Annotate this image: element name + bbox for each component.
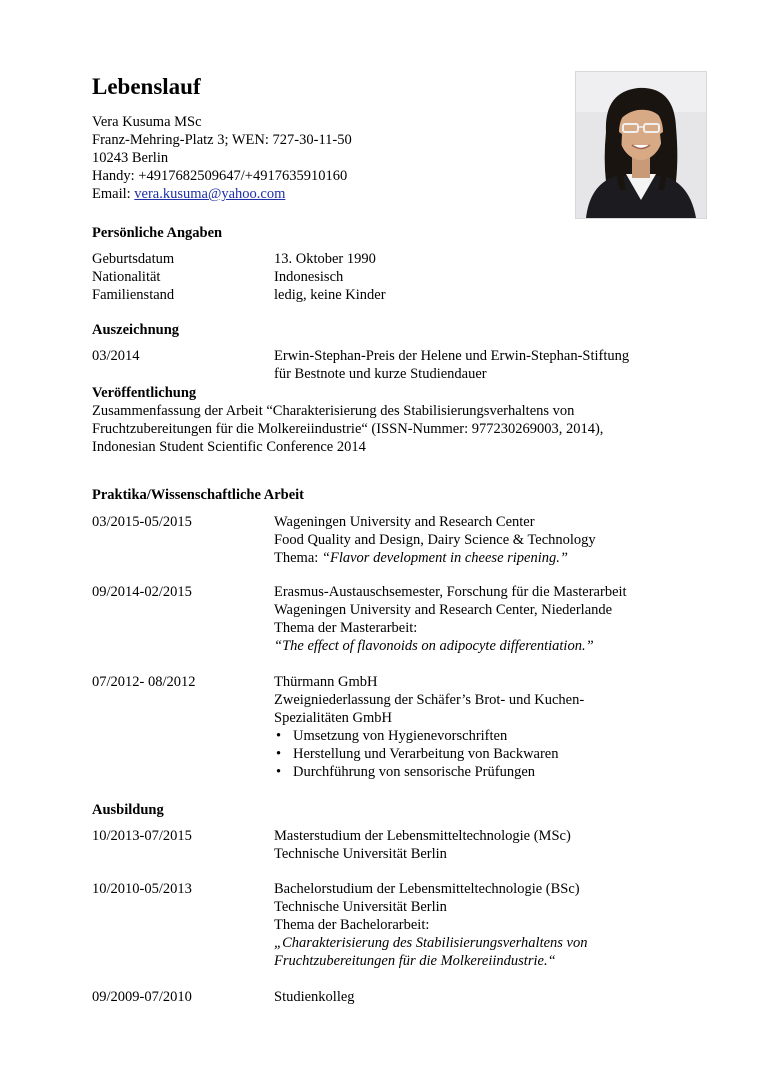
email-label: Email: <box>92 186 135 202</box>
education-2-line-1: Bachelorstudium der Lebensmitteltechnologie (BSc) <box>274 881 580 897</box>
email-line <box>92 185 352 203</box>
birthdate-value: 13. Oktober 1990 <box>274 251 376 267</box>
publication-text <box>92 402 603 456</box>
practice-2-line-2: Wageningen University and Research Center, Niederlande <box>274 602 613 618</box>
education-3-text: Studienkolleg <box>274 989 355 1005</box>
practice-2-line-1: Erasmus-Austauschsemester, Forschung für die Masterarbeit <box>274 584 627 600</box>
practice-3-date: 07/2012- 08/2012 <box>92 674 196 690</box>
practice-2-date: 09/2014-02/2015 <box>92 584 192 600</box>
publication-line-2: Fruchtzubereitungen für die Molkereiindustrie“ (ISSN-Nummer: 977230269003, 2014), <box>92 421 604 437</box>
list-item: • Durchführung von sensorische Prüfungen <box>274 763 584 781</box>
education-2-text <box>274 880 588 970</box>
section-heading-practice: Praktika/Wissenschaftliche Arbeit <box>92 487 304 503</box>
contact-block <box>92 113 352 203</box>
education-2-theme-line-2: Fruchtzubereitungen für die Molkereiindustrie.“ <box>274 953 556 969</box>
education-1-line-2: Technische Universität Berlin <box>274 846 447 862</box>
publication-line-3: Indonesian Student Scientific Conference 2014 <box>92 439 366 455</box>
portrait-image <box>576 72 706 218</box>
address-line: Franz-Mehring-Platz 3; WEN: 727-30-11-50 <box>92 132 352 148</box>
education-3-date: 09/2009-07/2010 <box>92 989 192 1005</box>
practice-3-line-2: Zweigniederlassung der Schäfer’s Brot- und Kuchen- <box>274 692 585 708</box>
marital-value: ledig, keine Kinder <box>274 287 386 303</box>
publication-line-1: Zusammenfassung der Arbeit “Charakterisierung des Stabilisierungsverhaltens von <box>92 403 575 419</box>
award-line-2: für Bestnote und kurze Studiendauer <box>274 366 487 382</box>
practice-2-theme: “The effect of flavonoids on adipocyte differentiation.” <box>274 638 594 654</box>
education-1-date: 10/2013-07/2015 <box>92 828 192 844</box>
practice-2-line-3: Thema der Masterarbeit: <box>274 620 418 636</box>
education-2-theme-line-1: „Charakterisierung des Stabilisierungsverhaltens von <box>274 935 588 951</box>
phone-line: Handy: +4917682509647/+4917635910160 <box>92 168 348 184</box>
section-heading-education: Ausbildung <box>92 802 164 818</box>
profile-photo <box>575 71 707 219</box>
nationality-label: Nationalität <box>92 269 161 285</box>
award-line-1: Erwin-Stephan-Preis der Helene und Erwin-Stephan-Stiftung <box>274 348 630 364</box>
practice-1-theme: “Flavor development in cheese ripening.” <box>321 550 568 566</box>
practice-1-theme-label: Thema: <box>274 550 322 566</box>
practice-1-line-1: Wageningen University and Research Center <box>274 514 535 530</box>
person-name: Vera Kusuma MSc <box>92 114 202 130</box>
education-1-text <box>274 827 571 863</box>
page-title: Lebenslauf <box>92 74 201 99</box>
practice-1-line-3 <box>274 549 596 567</box>
education-2-line-2: Technische Universität Berlin <box>274 899 447 915</box>
list-item: • Herstellung und Verarbeitung von Backwaren <box>274 745 584 763</box>
education-2-date: 10/2010-05/2013 <box>92 881 192 897</box>
email-link[interactable]: vera.kusuma@yahoo.com <box>134 186 286 202</box>
education-2-line-3: Thema der Bachelorarbeit: <box>274 917 430 933</box>
education-1-line-1: Masterstudium der Lebensmitteltechnologie (MSc) <box>274 828 571 844</box>
practice-2-text <box>274 583 627 655</box>
section-heading-award: Auszeichnung <box>92 322 180 338</box>
practice-3-bullet-list <box>274 727 584 781</box>
list-item: • Umsetzung von Hygienevorschriften <box>274 727 584 745</box>
nationality-value: Indonesisch <box>274 269 344 285</box>
award-text <box>274 347 629 383</box>
practice-1-line-2: Food Quality and Design, Dairy Science & Technology <box>274 532 596 548</box>
section-heading-publication: Veröffentlichung <box>92 385 197 401</box>
section-heading-personal: Persönliche Angaben <box>92 225 223 241</box>
practice-1-date: 03/2015-05/2015 <box>92 514 192 530</box>
practice-3-line-3: Spezialitäten GmbH <box>274 710 392 726</box>
marital-label: Familienstand <box>92 287 175 303</box>
practice-3-text <box>274 673 584 781</box>
practice-1-text <box>274 513 596 567</box>
award-date: 03/2014 <box>92 348 140 364</box>
practice-3-line-1: Thürmann GmbH <box>274 674 378 690</box>
city-line: 10243 Berlin <box>92 150 169 166</box>
birthdate-label: Geburtsdatum <box>92 251 175 267</box>
